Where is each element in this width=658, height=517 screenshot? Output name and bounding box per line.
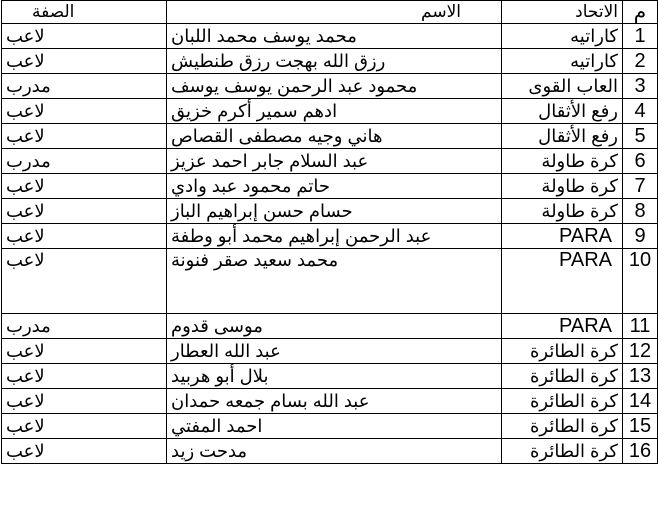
row-name: رزق الله بهجت رزق طنطيش: [167, 49, 502, 74]
row-sport: PARA: [502, 249, 623, 314]
row-role: لاعب: [2, 199, 167, 224]
table-row: [2, 224, 658, 249]
header-role: الصفة: [2, 1, 167, 24]
row-sport: PARA: [502, 224, 623, 249]
row-sport: كرة الطائرة: [502, 364, 623, 389]
row-role: لاعب: [2, 364, 167, 389]
table-row: [2, 314, 658, 339]
row-name: حاتم محمود عبد وادي: [167, 174, 502, 199]
row-role: لاعب: [2, 174, 167, 199]
row-sport: PARA: [502, 314, 623, 339]
row-sport: كرة طاولة: [502, 174, 623, 199]
row-role: لاعب: [2, 389, 167, 414]
row-name: ادهم سمير أكرم خزيق: [167, 99, 502, 124]
row-role: لاعب: [2, 224, 167, 249]
table-row: [2, 174, 658, 199]
row-name: موسى قدوم: [167, 314, 502, 339]
table-row: [2, 339, 658, 364]
row-num: 12: [623, 339, 658, 364]
row-num: 10: [623, 249, 658, 314]
table-row: [2, 49, 658, 74]
row-name: محمد سعيد صقر فنونة: [167, 249, 502, 314]
row-role: مدرب: [2, 74, 167, 99]
row-num: 14: [623, 389, 658, 414]
table-row: [2, 414, 658, 439]
row-sport: العاب القوى: [502, 74, 623, 99]
header-sport: الاتحاد: [502, 1, 623, 24]
row-sport: رفع الأثقال: [502, 99, 623, 124]
row-sport: كرة طاولة: [502, 199, 623, 224]
row-num: 4: [623, 99, 658, 124]
row-num: 2: [623, 49, 658, 74]
row-role: لاعب: [2, 439, 167, 464]
row-sport: كرة الطائرة: [502, 389, 623, 414]
row-num: 3: [623, 74, 658, 99]
table-row: [2, 124, 658, 149]
table-row: [2, 149, 658, 174]
header-row: [2, 1, 658, 24]
row-sport: كرة طاولة: [502, 149, 623, 174]
athletes-table: [1, 0, 658, 464]
row-name: مدحت زيد: [167, 439, 502, 464]
row-sport: رفع الأثقال: [502, 124, 623, 149]
row-role: لاعب: [2, 249, 167, 314]
table-row: [2, 249, 658, 314]
row-name: احمد المفتي: [167, 414, 502, 439]
row-num: 5: [623, 124, 658, 149]
row-name: محمد يوسف محمد اللبان: [167, 24, 502, 49]
row-num: 15: [623, 414, 658, 439]
row-num: 7: [623, 174, 658, 199]
row-name: حسام حسن إبراهيم الباز: [167, 199, 502, 224]
row-num: 9: [623, 224, 658, 249]
row-name: محمود عبد الرحمن يوسف يوسف: [167, 74, 502, 99]
row-num: 6: [623, 149, 658, 174]
row-name: بلال أبو هربيد: [167, 364, 502, 389]
row-sport: كاراتيه: [502, 24, 623, 49]
row-role: لاعب: [2, 339, 167, 364]
row-num: 11: [623, 314, 658, 339]
row-role: لاعب: [2, 414, 167, 439]
row-num: 8: [623, 199, 658, 224]
row-role: لاعب: [2, 49, 167, 74]
table-row: [2, 99, 658, 124]
row-sport: كاراتيه: [502, 49, 623, 74]
row-name: عبد السلام جابر احمد عزيز: [167, 149, 502, 174]
row-role: مدرب: [2, 314, 167, 339]
table-row: [2, 364, 658, 389]
row-sport: كرة الطائرة: [502, 339, 623, 364]
row-role: لاعب: [2, 99, 167, 124]
row-sport: كرة الطائرة: [502, 414, 623, 439]
header-name: الاسم: [167, 1, 502, 24]
row-name: عبد الله العطار: [167, 339, 502, 364]
row-num: 1: [623, 24, 658, 49]
table-row: [2, 74, 658, 99]
header-num: م: [623, 1, 658, 24]
row-name: عبد الله بسام جمعه حمدان: [167, 389, 502, 414]
table-row: [2, 389, 658, 414]
row-name: هاني وجيه مصطفى القصاص: [167, 124, 502, 149]
row-num: 16: [623, 439, 658, 464]
table-row: [2, 24, 658, 49]
table-row: [2, 439, 658, 464]
row-role: لاعب: [2, 124, 167, 149]
table-row: [2, 199, 658, 224]
row-role: مدرب: [2, 149, 167, 174]
row-num: 13: [623, 364, 658, 389]
row-role: لاعب: [2, 24, 167, 49]
row-sport: كرة الطائرة: [502, 439, 623, 464]
row-name: عبد الرحمن إبراهيم محمد أبو وطفة: [167, 224, 502, 249]
